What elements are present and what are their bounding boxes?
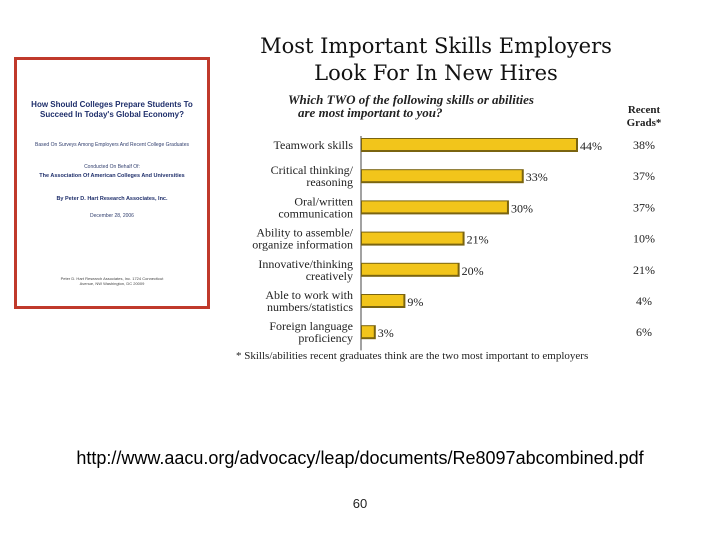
bar-value-label: 9% bbox=[407, 295, 424, 309]
cover-date: December 28, 2006 bbox=[90, 213, 134, 219]
recent-grads-value: 21% bbox=[633, 262, 655, 277]
chart-footnote: * Skills/abilities recent graduates think are the two most important to employers bbox=[236, 350, 589, 362]
cover-author: By Peter D. Hart Research Associates, Inc. bbox=[56, 196, 168, 202]
bar-value-label: 33% bbox=[525, 170, 548, 185]
page-number: 60 bbox=[352, 496, 368, 511]
bar bbox=[362, 233, 463, 244]
category-label: Oral/written bbox=[294, 194, 353, 209]
bar bbox=[362, 326, 374, 337]
bar bbox=[362, 139, 576, 150]
category-label: organize information bbox=[252, 237, 353, 252]
cover-title: How Should Colleges Prepare Students To Succeed In Today's Global Economy? bbox=[31, 100, 193, 119]
recent-grads-value: 6% bbox=[636, 325, 652, 340]
category-label: Innovative/thinking bbox=[258, 256, 353, 271]
bar bbox=[362, 264, 458, 275]
category-label: proficiency bbox=[298, 331, 353, 346]
bar-value-label: 20% bbox=[461, 263, 484, 278]
bar bbox=[362, 170, 522, 181]
category-label: creatively bbox=[305, 268, 353, 283]
recent-grads-value: 10% bbox=[633, 231, 655, 246]
category-label: Critical thinking/ bbox=[270, 163, 353, 178]
recent-grads-value: 4% bbox=[636, 294, 652, 308]
recent-grads-value: 38% bbox=[633, 138, 655, 152]
category-label: reasoning bbox=[306, 175, 353, 190]
recent-grads-value: 37% bbox=[633, 169, 655, 184]
cover-conducted-for: Conducted On Behalf Of: bbox=[84, 164, 140, 170]
category-label: Foreign language bbox=[269, 319, 353, 334]
bar-value-label: 3% bbox=[377, 326, 394, 341]
source-url[interactable]: http://www.aacu.org/advocacy/leap/documents/Re8097abcombined.pdf bbox=[76, 448, 644, 468]
category-label: Able to work with bbox=[265, 288, 353, 302]
recent-grads-header-line-2: Grads* bbox=[626, 117, 662, 129]
cover-based-on: Based On Surveys Among Employers And Recent College Graduates bbox=[35, 142, 189, 148]
chart-question-line-2: are most important to you? bbox=[298, 105, 443, 120]
category-label: communication bbox=[278, 206, 353, 221]
bar bbox=[362, 201, 507, 212]
category-label: numbers/statistics bbox=[267, 300, 353, 314]
recent-grads-header-line-1: Recent bbox=[627, 104, 661, 116]
cover-org: The Association Of American Colleges And Universities bbox=[39, 173, 185, 179]
chart-title-line-1: Most Important Skills Employers bbox=[260, 34, 612, 58]
chart-question-line-1: Which TWO of the following skills or abilities bbox=[288, 92, 534, 107]
cover-address: Peter D. Hart Research Associates, Inc. 1724 Connecticut Avenue, NW Washington, DC 20009 bbox=[60, 276, 164, 286]
category-label: Teamwork skills bbox=[273, 138, 353, 152]
chart-title-line-2: Look For In New Hires bbox=[314, 61, 558, 85]
recent-grads-value: 37% bbox=[633, 200, 655, 215]
bar-value-label: 44% bbox=[580, 139, 602, 153]
bar bbox=[362, 295, 403, 306]
bar-value-label: 30% bbox=[510, 201, 533, 216]
category-label: Ability to assemble/ bbox=[256, 225, 353, 240]
bar-value-label: 21% bbox=[466, 232, 489, 247]
